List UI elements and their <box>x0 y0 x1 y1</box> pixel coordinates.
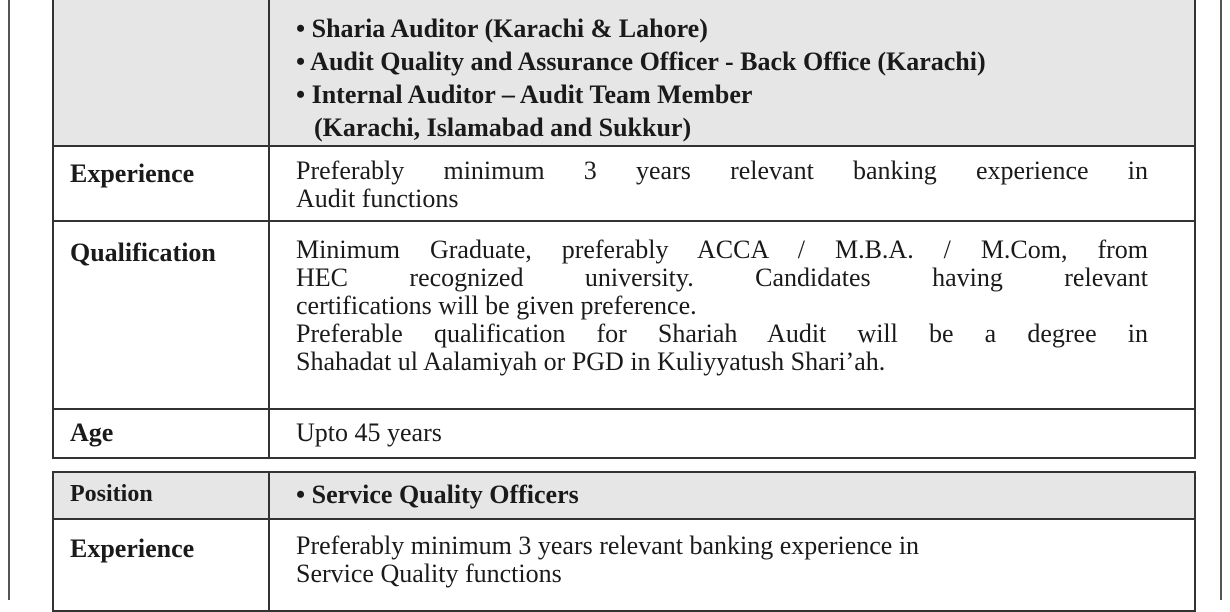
age-label: Age <box>54 410 270 457</box>
position-label: Position <box>54 473 270 518</box>
qualification-label: Qualification <box>54 222 270 408</box>
position-item: • Audit Quality and Assurance Officer - Back Office (Karachi) <box>296 47 986 76</box>
positions-row <box>54 0 1194 147</box>
age-row <box>54 410 1194 457</box>
experience-value: Preferably minimum 3 years relevant banking experience in Service Quality functions <box>296 531 920 588</box>
position-item: (Karachi, Islamabad and Sukkur) <box>314 113 692 142</box>
qualification-value: Minimum Graduate, preferably ACCA / M.B.A. / M.Com, from HEC recognized university. Candidates having relevant certifications will be given preference. Preferable qualification for Shariah Audit will be a degree in Shahadat ul Aalamiyah or PGD in Kuliyyatush Shari’ah. <box>296 235 1148 376</box>
experience-row <box>54 520 1194 610</box>
position-item: • Internal Auditor – Audit Team Member <box>296 80 753 109</box>
qualification-row <box>54 222 1194 410</box>
experience-label: Experience <box>54 520 270 610</box>
position-value: • Service Quality Officers <box>296 480 579 509</box>
experience-row <box>54 147 1194 222</box>
position-item: • Sharia Auditor (Karachi & Lahore) <box>296 14 708 43</box>
age-value: Upto 45 years <box>296 418 442 447</box>
experience-value: Preferably minimum 3 years relevant banking experience in Audit functions <box>296 156 1148 213</box>
service-quality-table <box>52 471 1196 612</box>
positions-list <box>270 0 1194 145</box>
positions-label-cell <box>54 0 270 145</box>
page-border-right <box>1220 0 1222 600</box>
audit-positions-table <box>52 0 1196 459</box>
page-border-left <box>8 0 10 600</box>
position-row <box>54 473 1194 520</box>
experience-label: Experience <box>54 147 270 220</box>
